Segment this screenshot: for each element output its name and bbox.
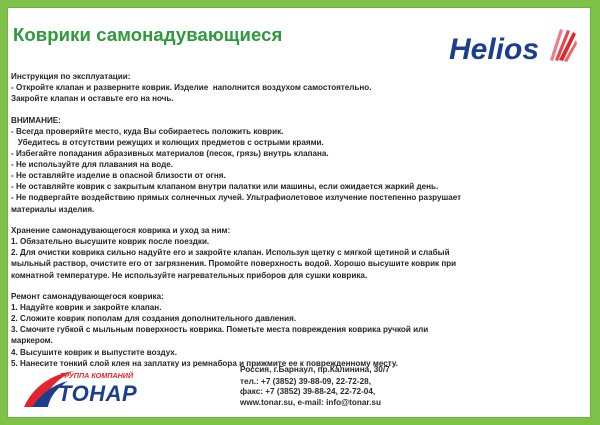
instructions-line: - Откройте клапан и разверните коврик. Изделие наполнится воздухом самостоятельно. [11, 83, 372, 93]
company-name: ТОНАР [58, 381, 138, 406]
warning-line: - Всегда проверяйте место, куда Вы собираетесь положить коврик. [11, 126, 284, 136]
helios-rays-icon [550, 29, 577, 62]
storage-line: 2. Для очистки коврика сильно надуйте его и закройте клапан. Используя щетку с мягкой щетиной и слабый [11, 248, 450, 258]
warning-line: - Не подвергайте воздействию прямых солнечных лучей. Ультрафиолетовое излучение постепенно разрушает [11, 193, 462, 203]
company-fax: факс: +7 (3852) 39-88-24, 22-72-04, [240, 387, 376, 397]
storage-line: 1. Обязательно высушите коврик после поездки. [11, 237, 210, 247]
helios-wordmark: Helios [449, 33, 540, 66]
repair-line: 1. Надуйте коврик и закройте клапан. [11, 303, 162, 313]
storage-heading: Хранение самонадувающегося коврика и уход за ним: [11, 226, 231, 236]
instructions-line: Закройте клапан и оставьте его на ночь. [11, 94, 174, 104]
instruction-text [11, 71, 577, 369]
warning-line: - Не оставляйте коврик с закрытым клапаном внутри палатки или машины, если ожидается жаркий день. [11, 182, 439, 192]
warning-line: - Не используйте для плавания на воде. [11, 160, 173, 170]
contact-block [240, 365, 390, 408]
warning-line: Убедитесь в отсутствии режущих и колющих предметов с острыми краями. [11, 137, 324, 147]
company-group-label: ГРУППА КОМПАНИЙ [60, 371, 134, 380]
repair-line: 3. Смочите губкой с мыльным поверхность коврика. Пометьте места повреждения коврика ручкой или [11, 325, 429, 335]
warning-line: материалы изделия. [11, 204, 95, 214]
company-address: Россия, г.Барнаул, пр.Калинина, 30/7 [240, 365, 390, 374]
repair-line: маркером. [11, 336, 53, 346]
warning-line: - Не оставляйте изделие в опасной близости от огня. [11, 171, 226, 181]
company-web-email: www.tonar.su, e-mail: info@tonar.su [240, 397, 381, 407]
company-phone: тел.: +7 (3852) 39-88-09, 22-72-28, [240, 376, 371, 386]
instructions-line: Инструкция по эксплуатации: [11, 72, 131, 81]
repair-line: 4. Высушите коврик и выпустите воздух. [11, 347, 178, 357]
warning-line: - Избегайте попадания абразивных материалов (песок, грязь) внутрь клапана. [11, 149, 329, 159]
storage-line: комнатной температуре. Не используйте нагревательных приборов для сушки коврика. [11, 270, 368, 280]
page-title: Коврики самонадувающиеся [13, 24, 283, 45]
warning-heading: ВНИМАНИЕ: [11, 115, 61, 125]
repair-heading: Ремонт самонадувающегося коврика: [11, 292, 164, 302]
repair-line: 2. Сложите коврик пополам для создания дополнительного давления. [11, 314, 297, 324]
repair-line: 5. Нанесите тонкий слой клея на заплатку из ремнабора и прижмите ее к поврежденному месту. [11, 358, 398, 368]
storage-line: мыльный раствор, очистите его от загрязнения. Промойте поверхность водой. Хорошо высушите коврик при [11, 259, 457, 269]
helios-logo-icon [447, 26, 577, 68]
